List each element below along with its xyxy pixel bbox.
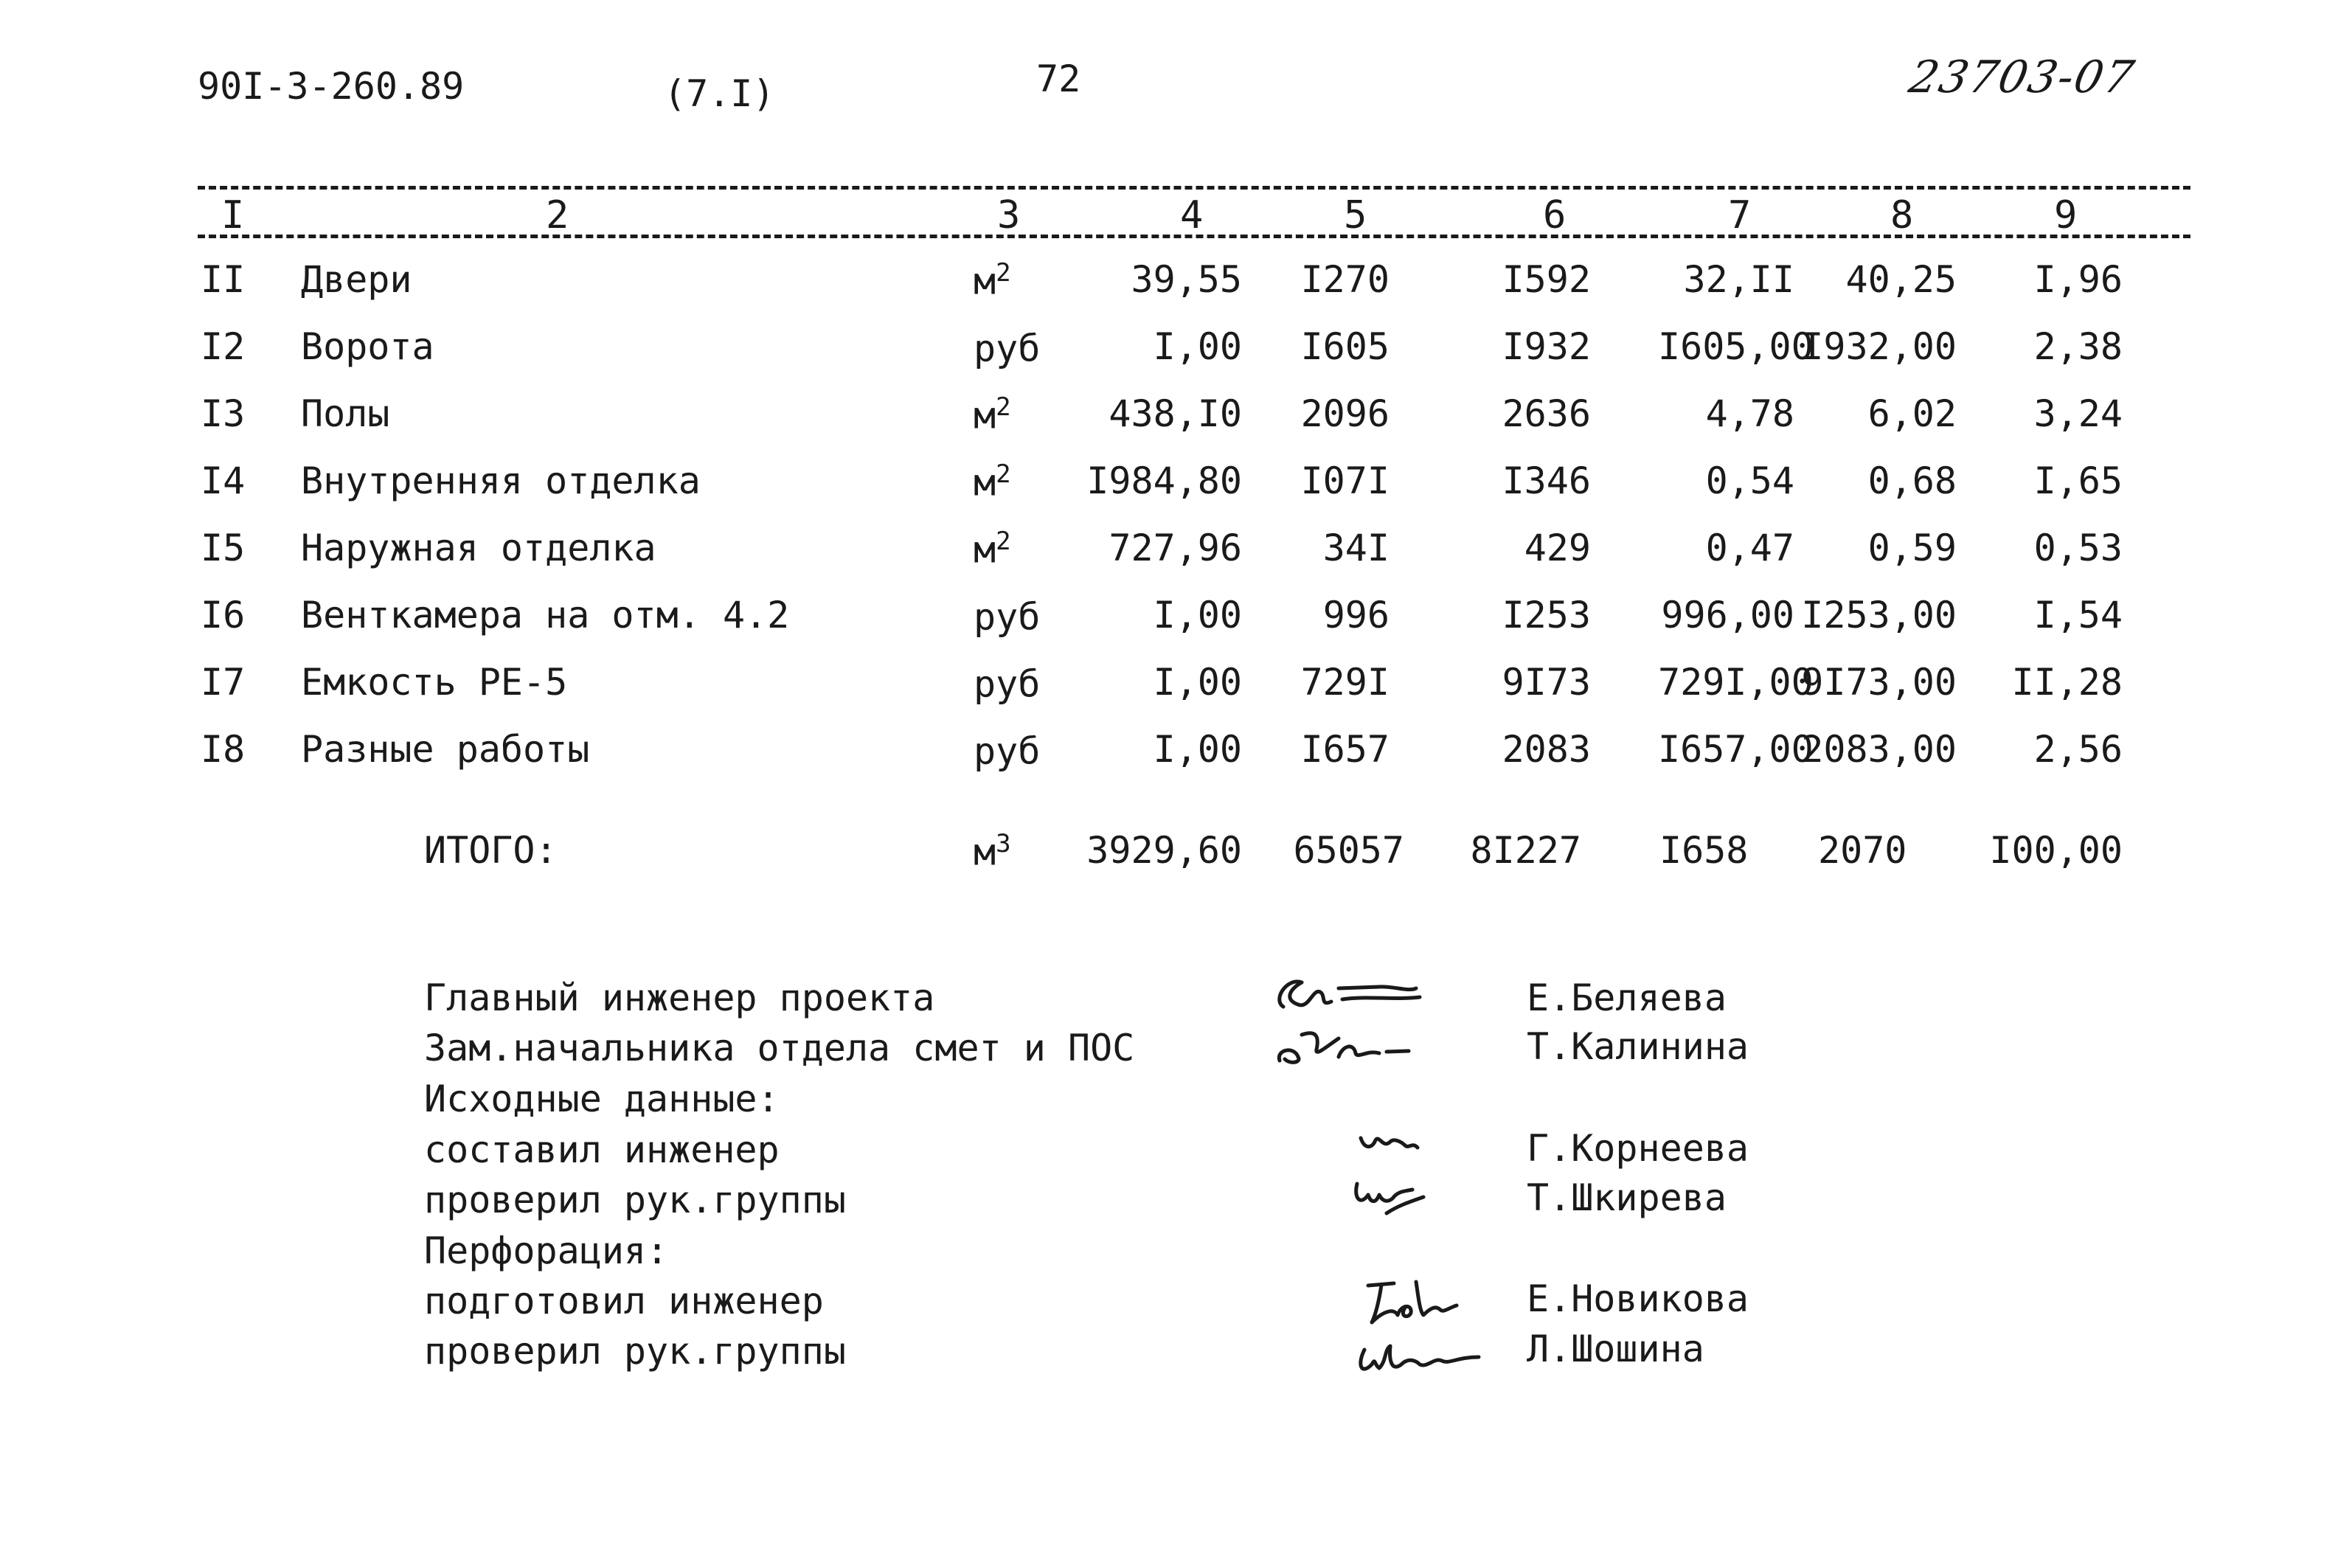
row-number: I7 — [201, 661, 246, 704]
signatory-name: Е.Новикова — [1527, 1277, 1749, 1320]
unit-cost-col-7: 32,II — [1683, 258, 1794, 301]
row-number: I8 — [201, 728, 246, 771]
unit — [974, 594, 1040, 639]
unit — [974, 527, 1011, 572]
total-label: ИТОГО: — [424, 829, 558, 872]
row-number: I3 — [201, 392, 246, 435]
signatory-name: Г.Корнеева — [1527, 1127, 1749, 1170]
unit-cost-col-8: 0,59 — [1867, 527, 1957, 569]
table-row — [0, 728, 2352, 787]
row-number: I4 — [201, 459, 246, 502]
unit — [974, 392, 1011, 437]
total-col-6: 8I227 — [1470, 829, 1581, 872]
unit-exponent: 2 — [996, 392, 1011, 422]
signature-title: проверил рук.группы — [424, 1330, 846, 1373]
item-name: Емкость РЕ-5 — [301, 661, 568, 704]
unit — [974, 661, 1040, 706]
unit-text: руб — [974, 729, 1041, 773]
unit — [974, 459, 1011, 504]
unit-cost-col-7: 729I,00 — [1658, 661, 1814, 704]
unit-cost-col-8: I253,00 — [1801, 594, 1957, 636]
item-name: Полы — [301, 392, 390, 435]
quantity: 438,I0 — [1109, 392, 1242, 435]
unit-cost-col-8: 2083,00 — [1801, 728, 1957, 771]
table-row — [0, 594, 2352, 653]
column-header-row — [0, 193, 2352, 252]
signature-title: подготовил инженер — [424, 1280, 824, 1322]
table-row — [0, 459, 2352, 518]
signature-title: проверил рук.группы — [424, 1179, 846, 1221]
unit-cost-col-7: I605,00 — [1658, 325, 1814, 368]
unit-cost-col-8: 6,02 — [1867, 392, 1957, 435]
cost-col-5: I270 — [1300, 258, 1390, 301]
quantity: I,00 — [1153, 728, 1242, 771]
cost-col-5: 729I — [1300, 661, 1390, 704]
unit-exponent: 2 — [996, 527, 1011, 556]
signature-mark — [1342, 1169, 1438, 1228]
percent-col-9: I,96 — [2033, 258, 2123, 301]
cost-col-6: 9I73 — [1502, 661, 1591, 704]
row-number: I5 — [201, 527, 246, 569]
quantity: I,00 — [1153, 325, 1242, 368]
percent-col-9: 0,53 — [2033, 527, 2123, 569]
unit-cost-col-8: 9I73,00 — [1801, 661, 1957, 704]
table-rule-header-bottom — [198, 235, 2190, 238]
unit-cost-col-8: 40,25 — [1845, 258, 1957, 301]
cost-col-6: I253 — [1502, 594, 1591, 636]
total-row — [0, 829, 2352, 888]
unit — [974, 258, 1011, 303]
signature-mark — [1346, 1324, 1494, 1383]
table-row — [0, 661, 2352, 720]
quantity: 727,96 — [1109, 527, 1242, 569]
unit-cost-col-7: I657,00 — [1658, 728, 1814, 771]
item-name: Венткамера на отм. 4.2 — [301, 594, 790, 636]
inventory-number: 23703-07 — [1904, 52, 2140, 103]
unit-text: м — [974, 394, 996, 437]
percent-col-9: I,65 — [2033, 459, 2123, 502]
percent-col-9: 2,38 — [2033, 325, 2123, 368]
total-col-7: I658 — [1659, 829, 1749, 872]
percent-col-9: 3,24 — [2033, 392, 2123, 435]
signature-title: Главный инженер проекта — [424, 976, 935, 1019]
total-col-5: 65057 — [1293, 829, 1404, 872]
table-rule-top — [198, 186, 2190, 190]
unit-exponent: 2 — [996, 258, 1011, 288]
cost-col-5: 34I — [1322, 527, 1390, 569]
column-header: 9 — [2054, 193, 2078, 237]
quantity: I,00 — [1153, 594, 1242, 636]
item-name: Ворота — [301, 325, 434, 368]
column-header: 5 — [1344, 193, 1367, 237]
column-header: 6 — [1543, 193, 1567, 237]
sheet-section: (7.I) — [664, 72, 775, 115]
cost-col-5: I657 — [1300, 728, 1390, 771]
quantity: I984,80 — [1086, 459, 1242, 502]
cost-col-6: 2636 — [1502, 392, 1591, 435]
item-name: Разные работы — [301, 728, 590, 771]
table-row — [0, 392, 2352, 451]
column-header: 4 — [1180, 193, 1204, 237]
unit — [974, 728, 1040, 773]
unit-cost-col-7: 4,78 — [1705, 392, 1794, 435]
cost-col-5: I07I — [1300, 459, 1390, 502]
column-header: 2 — [546, 193, 569, 237]
unit — [974, 325, 1040, 370]
cost-col-6: 2083 — [1502, 728, 1591, 771]
quantity: 39,55 — [1131, 258, 1242, 301]
table-row — [0, 527, 2352, 586]
cost-col-6: I346 — [1502, 459, 1591, 502]
total-col-9: I00,00 — [1989, 829, 2123, 872]
table-row — [0, 325, 2352, 384]
cost-col-6: 429 — [1524, 527, 1591, 569]
item-name: Двери — [301, 258, 412, 301]
percent-col-9: 2,56 — [2033, 728, 2123, 771]
quantity: I,00 — [1153, 661, 1242, 704]
unit-text: руб — [974, 327, 1041, 370]
cost-col-5: 2096 — [1300, 392, 1390, 435]
signatory-name: Л.Шошина — [1527, 1328, 1704, 1370]
signatory-name: Е.Беляева — [1527, 976, 1727, 1019]
unit-cost-col-8: 0,68 — [1867, 459, 1957, 502]
unit-cost-col-7: 996,00 — [1661, 594, 1794, 636]
unit-text: м — [974, 830, 996, 874]
cost-col-6: I592 — [1502, 258, 1591, 301]
signatory-name: Т.Калинина — [1527, 1025, 1749, 1068]
signatory-name: Т.Шкирева — [1527, 1176, 1727, 1219]
item-name: Внутренняя отделка — [301, 459, 701, 502]
signature-mark — [1350, 1120, 1431, 1171]
percent-col-9: I,54 — [2033, 594, 2123, 636]
percent-col-9: II,28 — [2011, 661, 2123, 704]
row-number: I6 — [201, 594, 246, 636]
column-header: 7 — [1728, 193, 1752, 237]
column-header: I — [221, 193, 245, 237]
page-number: 72 — [1036, 58, 1081, 100]
total-col-8: 2070 — [1818, 829, 1907, 872]
signature-section-label: Перфорация: — [424, 1229, 669, 1272]
unit-text: руб — [974, 595, 1041, 639]
unit-text: м — [974, 528, 996, 572]
signature-title: Зам.начальника отдела смет и ПОС — [424, 1027, 1135, 1069]
cost-col-5: I605 — [1300, 325, 1390, 368]
unit-text: м — [974, 461, 996, 504]
signature-section-label: Исходные данные: — [424, 1078, 780, 1120]
column-header: 8 — [1890, 193, 1914, 237]
unit-cost-col-7: 0,54 — [1705, 459, 1794, 502]
cost-col-5: 996 — [1322, 594, 1390, 636]
document-code: 90I-3-260.89 — [198, 65, 465, 108]
unit-exponent: 2 — [996, 459, 1011, 489]
unit-text: м — [974, 260, 996, 303]
signature-mark — [1269, 1016, 1438, 1075]
total-quantity: 3929,60 — [1086, 829, 1242, 872]
unit-cost-col-7: 0,47 — [1705, 527, 1794, 569]
unit-text: руб — [974, 662, 1041, 706]
row-number: II — [201, 258, 246, 301]
unit-cost-col-8: I932,00 — [1801, 325, 1957, 368]
signature-title: составил инженер — [424, 1128, 780, 1171]
unit-exponent: 3 — [996, 829, 1011, 858]
item-name: Наружная отделка — [301, 527, 656, 569]
column-header: 3 — [997, 193, 1021, 237]
cost-col-6: I932 — [1502, 325, 1591, 368]
table-row — [0, 258, 2352, 317]
unit — [974, 829, 1011, 874]
row-number: I2 — [201, 325, 246, 368]
